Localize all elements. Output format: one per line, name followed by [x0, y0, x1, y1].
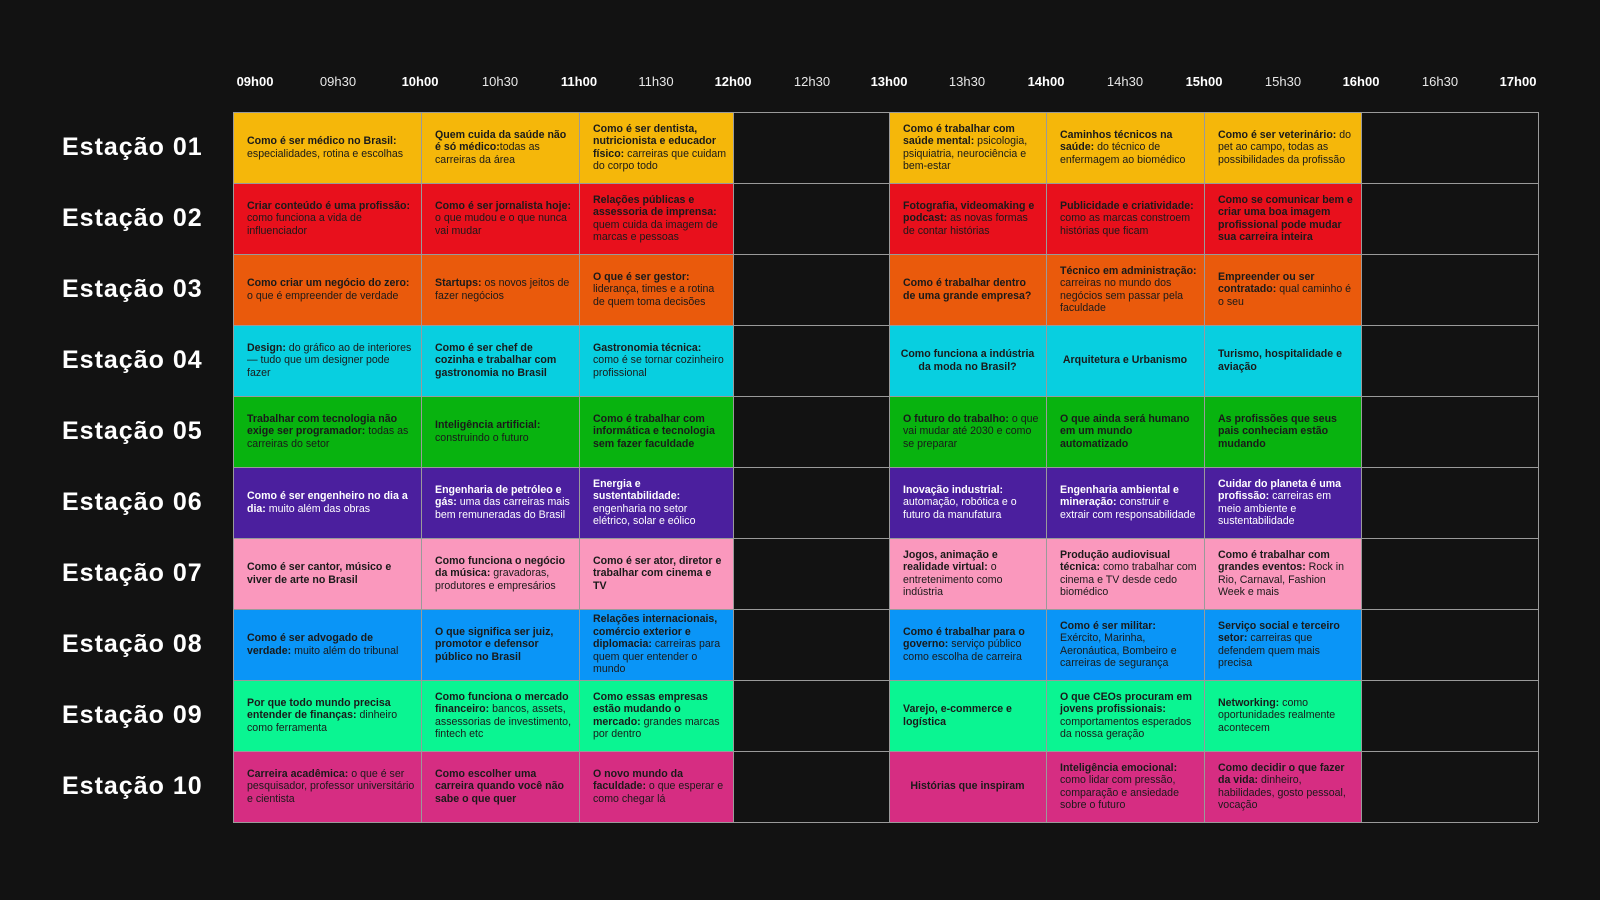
grid-row-divider — [233, 609, 1538, 610]
session-description: o que é ser pesquisador, professor universitário e cientista — [247, 767, 415, 805]
session-title: Fotografia, videomaking e podcast: — [903, 199, 1035, 225]
session-title: O que CEOs procuram em jovens profissionais: — [1060, 690, 1192, 715]
session-text — [1218, 697, 1355, 735]
session-cell[interactable] — [889, 609, 1046, 680]
session-text — [1060, 691, 1198, 741]
session-description: gravadoras, produtores e empresários — [435, 567, 556, 592]
session-description: do pet ao campo, todas as possibilidades da profissão — [1218, 128, 1352, 166]
session-description: qual caminho é o seu — [1218, 283, 1352, 308]
time-label: 11h30 — [638, 74, 674, 89]
session-description: dinheiro, habilidades, gosto pessoal, vocação — [1218, 774, 1346, 811]
session-cell[interactable] — [233, 325, 421, 396]
session-description: muito além das obras — [265, 502, 371, 515]
session-text — [593, 613, 727, 676]
time-label: 17h00 — [1499, 74, 1537, 89]
session-description: o que esperar e como chegar lá — [593, 780, 724, 805]
session-title: Serviço social e terceiro setor: — [1218, 619, 1340, 644]
session-title: As profissões que seus pais conheciam estão mudando — [1218, 412, 1337, 450]
session-description: carreiras no mundo dos negócios sem passar pela faculdade — [1060, 277, 1184, 314]
session-text — [910, 780, 1024, 793]
session-text — [1218, 271, 1355, 309]
session-cell[interactable] — [1046, 467, 1204, 538]
session-title: Como é trabalhar com saúde mental: — [903, 122, 1015, 147]
session-description: como lidar com pressão, comparação e ansiedade sobre o futuro — [1060, 774, 1179, 811]
session-text — [903, 200, 1040, 238]
time-label: 15h00 — [1185, 74, 1223, 89]
session-description: carreiras que defendem quem mais precisa — [1218, 632, 1320, 669]
session-description: os novos jeitos de fazer negócios — [435, 277, 570, 302]
session-cell[interactable] — [889, 751, 1046, 822]
session-cell[interactable] — [1046, 183, 1204, 254]
session-cell[interactable] — [579, 183, 733, 254]
session-cell[interactable] — [889, 325, 1046, 396]
session-cell[interactable] — [1046, 609, 1204, 680]
session-text — [1218, 413, 1355, 451]
station-label: Estação 04 — [62, 346, 203, 374]
session-title: Por que todo mundo precisa entender de finanças: — [247, 696, 391, 722]
session-text — [1060, 484, 1198, 522]
session-description: dinheiro como ferramenta — [247, 709, 398, 734]
session-text — [247, 342, 415, 380]
session-title: Histórias que inspiram — [910, 780, 1025, 793]
session-text — [435, 129, 573, 167]
session-text — [1063, 354, 1187, 367]
time-label: 14h30 — [1106, 74, 1144, 89]
session-cell[interactable] — [233, 396, 421, 467]
session-text — [247, 768, 415, 806]
grid-column-divider — [1538, 112, 1539, 822]
session-text — [1218, 478, 1355, 528]
session-title: Como é trabalhar para o governo: — [903, 625, 1025, 651]
session-cell[interactable] — [233, 609, 421, 680]
session-title: Inteligência artificial: — [435, 419, 541, 431]
session-cell[interactable] — [1046, 112, 1204, 183]
grid-row-divider — [233, 183, 1538, 184]
session-description: todas as carreiras do setor — [247, 425, 409, 450]
session-text — [247, 413, 415, 451]
session-text — [435, 200, 573, 238]
session-title: Como criar um negócio do zero: — [247, 277, 410, 289]
session-text — [593, 271, 727, 309]
session-cell[interactable] — [1204, 183, 1361, 254]
station-label: Estação 05 — [62, 417, 203, 445]
session-cell[interactable] — [1204, 467, 1361, 538]
session-text — [895, 348, 1040, 373]
session-text — [903, 484, 1040, 522]
session-title: Como escolher uma carreira quando você não sabe o que quer — [435, 767, 564, 805]
session-cell[interactable] — [421, 609, 579, 680]
session-description: uma das carreiras mais bem remuneradas do Brasil — [435, 496, 570, 521]
session-description: o que é empreender de verdade — [247, 289, 399, 302]
session-title: Como é ser cantor, músico e viver de arte no Brasil — [247, 561, 392, 586]
session-title: Como é ser dentista, nutricionista e educador físico: — [593, 122, 717, 160]
session-text — [247, 200, 415, 238]
time-label: 10h30 — [481, 74, 519, 89]
session-description: quem cuida da imagem de marcas e pessoas — [593, 218, 718, 243]
session-description: grandes marcas por dentro — [593, 715, 720, 740]
session-title: Arquitetura e Urbanismo — [1062, 354, 1188, 367]
session-cell[interactable] — [1204, 112, 1361, 183]
session-cell[interactable] — [421, 538, 579, 609]
session-description: liderança, times e a rotina de quem toma decisões — [593, 283, 715, 308]
time-label: 13h00 — [870, 74, 908, 89]
session-title: Como é trabalhar com informática e tecnologia sem fazer faculdade — [593, 412, 715, 450]
session-description: como oportunidades realmente acontecem — [1218, 696, 1336, 734]
session-text — [903, 549, 1040, 599]
grid-column-divider — [1361, 112, 1362, 822]
session-title: Quem cuida da saúde não é só médico: — [435, 128, 567, 154]
session-text — [247, 135, 415, 160]
time-label: 12h00 — [714, 74, 752, 89]
session-text — [1218, 549, 1355, 599]
session-title: Como funciona o mercado financeiro: — [435, 690, 569, 715]
session-description: todas as carreiras da área — [435, 141, 540, 166]
grid-column-divider — [1204, 112, 1205, 822]
session-cell[interactable] — [579, 112, 733, 183]
session-description: como funciona a vida de influenciador — [247, 212, 362, 237]
grid-row-divider — [233, 751, 1538, 752]
session-cell[interactable] — [421, 467, 579, 538]
session-title: Como se comunicar bem e criar uma boa imagem profissional pode mudar sua carreira inteira — [1218, 193, 1353, 243]
session-title: Criar conteúdo é uma profissão: — [247, 199, 411, 212]
session-title: Startups: — [435, 277, 482, 289]
session-cell[interactable] — [1046, 538, 1204, 609]
session-cell[interactable] — [233, 538, 421, 609]
session-description: carreiras em meio ambiente e sustentabilidade — [1218, 490, 1332, 527]
session-title: Como é ser médico no Brasil: — [247, 135, 397, 147]
session-cell[interactable] — [579, 396, 733, 467]
session-text — [247, 561, 415, 586]
session-title: Energia e sustentabilidade: — [593, 477, 681, 502]
time-label: 16h00 — [1342, 74, 1380, 89]
session-cell[interactable] — [579, 680, 733, 751]
session-description: especialidades, rotina e escolhas — [247, 147, 404, 160]
session-title: Networking: — [1218, 696, 1280, 709]
time-label: 11h00 — [560, 74, 598, 89]
time-label: 14h00 — [1027, 74, 1065, 89]
session-title: O novo mundo da faculdade: — [593, 767, 684, 793]
session-title: Cuidar do planeta é uma profissão: — [1218, 477, 1342, 502]
session-cell[interactable] — [889, 467, 1046, 538]
session-title: Como funciona a indústria da moda no Brasil? — [900, 348, 1035, 373]
session-title: Como é trabalhar dentro de uma grande empresa? — [903, 277, 1032, 302]
session-cell[interactable] — [233, 183, 421, 254]
time-label: 16h30 — [1421, 74, 1459, 89]
session-description: serviço público como escolha de carreira — [903, 638, 1022, 663]
grid-column-divider — [233, 112, 234, 822]
session-cell[interactable] — [233, 467, 421, 538]
time-label: 12h30 — [793, 74, 831, 89]
session-title: Inovação industrial: — [903, 483, 1004, 496]
session-text — [593, 691, 727, 741]
session-text — [903, 277, 1040, 302]
session-text — [247, 632, 415, 657]
session-cell[interactable] — [579, 609, 733, 680]
session-cell[interactable] — [421, 325, 579, 396]
session-cell[interactable] — [421, 751, 579, 822]
session-text — [593, 478, 727, 528]
session-cell[interactable] — [1204, 254, 1361, 325]
station-label: Estação 01 — [62, 133, 203, 161]
session-cell[interactable] — [233, 112, 421, 183]
session-description: as novas formas de contar histórias — [903, 212, 1028, 237]
grid-row-divider — [233, 325, 1538, 326]
session-description: o que mudou e o que nunca vai mudar — [435, 212, 567, 237]
session-description: o entretenimento como indústria — [903, 561, 1003, 598]
session-cell[interactable] — [233, 751, 421, 822]
session-text — [903, 123, 1040, 173]
session-text — [1060, 413, 1198, 451]
session-cell[interactable] — [1204, 751, 1361, 822]
session-title: Empreender ou ser contratado: — [1218, 270, 1315, 296]
session-text — [1218, 762, 1355, 812]
station-label: Estação 09 — [62, 701, 203, 729]
session-text — [593, 123, 727, 173]
session-cell[interactable] — [889, 396, 1046, 467]
session-text — [593, 768, 727, 806]
grid-row-divider — [233, 254, 1538, 255]
grid-row-divider — [233, 112, 1538, 113]
session-title: Como é ser chef de cozinha e trabalhar com gastronomia no Brasil — [435, 341, 557, 379]
session-title: Publicidade e criatividade: — [1060, 199, 1194, 212]
session-text — [1060, 549, 1198, 599]
grid-row-divider — [233, 680, 1538, 681]
session-cell[interactable] — [421, 183, 579, 254]
session-cell[interactable] — [1046, 396, 1204, 467]
session-description: como as marcas constroem histórias que ficam — [1060, 212, 1191, 237]
session-cell[interactable] — [1046, 254, 1204, 325]
session-text — [435, 768, 573, 806]
session-title: Técnico em administração: — [1060, 264, 1197, 277]
session-cell[interactable] — [1204, 609, 1361, 680]
station-label: Estação 10 — [62, 772, 203, 800]
session-cell[interactable] — [421, 254, 579, 325]
session-description: do gráfico ao de interiores — tudo que um designer pode fazer — [247, 341, 412, 379]
session-title: Jogos, animação e realidade virtual: — [903, 548, 998, 573]
session-text — [1060, 620, 1198, 670]
session-text — [1218, 620, 1355, 670]
session-text — [435, 555, 573, 593]
session-cell[interactable] — [579, 751, 733, 822]
station-label: Estação 03 — [62, 275, 203, 303]
session-cell[interactable] — [579, 538, 733, 609]
session-cell[interactable] — [421, 680, 579, 751]
session-title: Engenharia de petróleo e gás: — [435, 483, 562, 509]
grid-row-divider — [233, 538, 1538, 539]
session-title: Produção audiovisual técnica: — [1060, 548, 1171, 573]
session-title: Como é trabalhar com grandes eventos: — [1218, 548, 1330, 573]
grid-column-divider — [733, 112, 734, 822]
session-title: Carreira acadêmica: — [247, 767, 349, 780]
grid-column-divider — [1046, 112, 1047, 822]
session-description: muito além do tribunal — [291, 644, 399, 657]
session-text — [1218, 348, 1355, 373]
session-title: Como é ser engenheiro no dia a dia: — [247, 490, 408, 515]
grid-row-divider — [233, 396, 1538, 397]
session-description: construir e extrair com responsabilidade — [1060, 496, 1196, 521]
session-description: Exército, Marinha, Aeronáutica, Bombeiro e carreiras de segurança — [1060, 632, 1177, 669]
session-cell[interactable] — [233, 254, 421, 325]
session-title: Como funciona o negócio da música: — [435, 554, 566, 580]
session-text — [435, 277, 573, 302]
session-text — [1060, 762, 1198, 812]
session-title: Varejo, e-commerce e logística — [903, 703, 1012, 728]
session-cell[interactable] — [579, 467, 733, 538]
session-title: Relações públicas e assessoria de imprensa: — [593, 193, 717, 218]
session-title: Como é ser ator, diretor e trabalhar com cinema e TV — [593, 554, 722, 592]
session-text — [593, 342, 727, 380]
session-title: O que ainda será humano em um mundo automatizado — [1060, 412, 1190, 450]
time-label: 09h00 — [236, 74, 274, 89]
station-label: Estação 02 — [62, 204, 203, 232]
session-title: Como essas empresas estão mudando o mercado: — [593, 690, 708, 728]
grid-row-divider — [233, 822, 1538, 823]
session-description: construindo o futuro — [435, 431, 529, 444]
time-label: 09h30 — [319, 74, 357, 89]
session-description: carreiras para quem quer entender o mundo — [593, 638, 721, 676]
session-cell[interactable] — [1046, 325, 1204, 396]
session-cell[interactable] — [579, 254, 733, 325]
grid-column-divider — [421, 112, 422, 822]
time-label: 10h00 — [401, 74, 439, 89]
session-text — [435, 484, 573, 522]
session-cell[interactable] — [1204, 538, 1361, 609]
session-description: engenharia no setor elétrico, solar e eólico — [593, 502, 696, 527]
session-cell[interactable] — [1204, 396, 1361, 467]
session-text — [435, 626, 573, 664]
time-label: 15h30 — [1264, 74, 1302, 89]
session-title: O que significa ser juiz, promotor e defensor público no Brasil — [435, 625, 554, 663]
session-title: O futuro do trabalho: — [903, 412, 1009, 425]
session-title: Gastronomia técnica: — [593, 341, 702, 354]
session-text — [435, 691, 573, 741]
session-description: automação, robótica e o futuro da manufatura — [903, 496, 1017, 521]
session-title: Caminhos técnicos na saúde: — [1060, 128, 1173, 154]
session-description: carreiras que cuidam do corpo todo — [593, 147, 727, 172]
session-text — [435, 342, 573, 380]
session-cell[interactable] — [889, 538, 1046, 609]
session-cell[interactable] — [1204, 325, 1361, 396]
time-label: 13h30 — [948, 74, 986, 89]
session-title: Design: — [247, 341, 286, 354]
station-label: Estação 07 — [62, 559, 203, 587]
grid-column-divider — [579, 112, 580, 822]
session-title: Engenharia ambiental e mineração: — [1060, 483, 1179, 509]
session-cell[interactable] — [1046, 680, 1204, 751]
session-text — [247, 490, 415, 515]
session-cell[interactable] — [421, 112, 579, 183]
session-description: comportamentos esperados da nossa geração — [1060, 715, 1192, 740]
session-text — [593, 413, 727, 451]
session-description: psicologia, psiquiatria, neurociência e bem-estar — [903, 135, 1028, 172]
station-label: Estação 08 — [62, 630, 203, 658]
session-title: Como é ser veterinário: — [1218, 128, 1337, 141]
session-title: Trabalhar com tecnologia não exige ser programador: — [247, 412, 398, 438]
session-text — [247, 697, 415, 735]
session-cell[interactable] — [889, 680, 1046, 751]
session-text — [1060, 200, 1198, 238]
session-cell[interactable] — [421, 396, 579, 467]
session-title: Relações internacionais, comércio exterior e diplomacia: — [593, 613, 718, 651]
session-title: Como é ser militar: — [1060, 619, 1156, 632]
session-text — [593, 555, 727, 593]
session-title: O que é ser gestor: — [593, 270, 690, 283]
session-title: Como é ser jornalista hoje: — [435, 199, 571, 212]
session-description: bancos, assets, assessorias de investimento, fintech etc — [435, 703, 572, 740]
session-cell[interactable] — [233, 680, 421, 751]
session-cell[interactable] — [1046, 751, 1204, 822]
grid-row-divider — [233, 467, 1538, 468]
session-title: Como decidir o que fazer da vida: — [1218, 761, 1345, 786]
session-text — [1060, 129, 1198, 167]
session-title: Turismo, hospitalidade e aviação — [1218, 348, 1343, 373]
session-text — [903, 413, 1040, 451]
session-cell[interactable] — [1204, 680, 1361, 751]
grid-column-divider — [889, 112, 890, 822]
session-cell[interactable] — [579, 325, 733, 396]
session-text — [247, 277, 415, 302]
session-text — [435, 419, 573, 444]
session-description: como é se tornar cozinheiro profissional — [593, 354, 724, 379]
session-text — [1060, 265, 1198, 315]
session-text — [1218, 194, 1355, 244]
session-description: Rock in Rio, Carnaval, Fashion Week e mais — [1218, 561, 1345, 598]
session-title: Como é ser advogado de verdade: — [247, 632, 373, 657]
session-description: como trabalhar com cinema e TV desde cedo biomédico — [1060, 561, 1197, 598]
session-description: do técnico de enfermagem ao biomédico — [1060, 141, 1186, 166]
session-cell[interactable] — [889, 112, 1046, 183]
session-cell[interactable] — [889, 183, 1046, 254]
session-cell[interactable] — [889, 254, 1046, 325]
session-text — [593, 194, 727, 244]
session-text — [903, 626, 1040, 664]
session-text — [1218, 129, 1355, 167]
session-title: Inteligência emocional: — [1060, 761, 1178, 774]
station-label: Estação 06 — [62, 488, 203, 516]
session-text — [903, 703, 1040, 728]
session-description: o que vai mudar até 2030 e como se preparar — [903, 412, 1039, 450]
